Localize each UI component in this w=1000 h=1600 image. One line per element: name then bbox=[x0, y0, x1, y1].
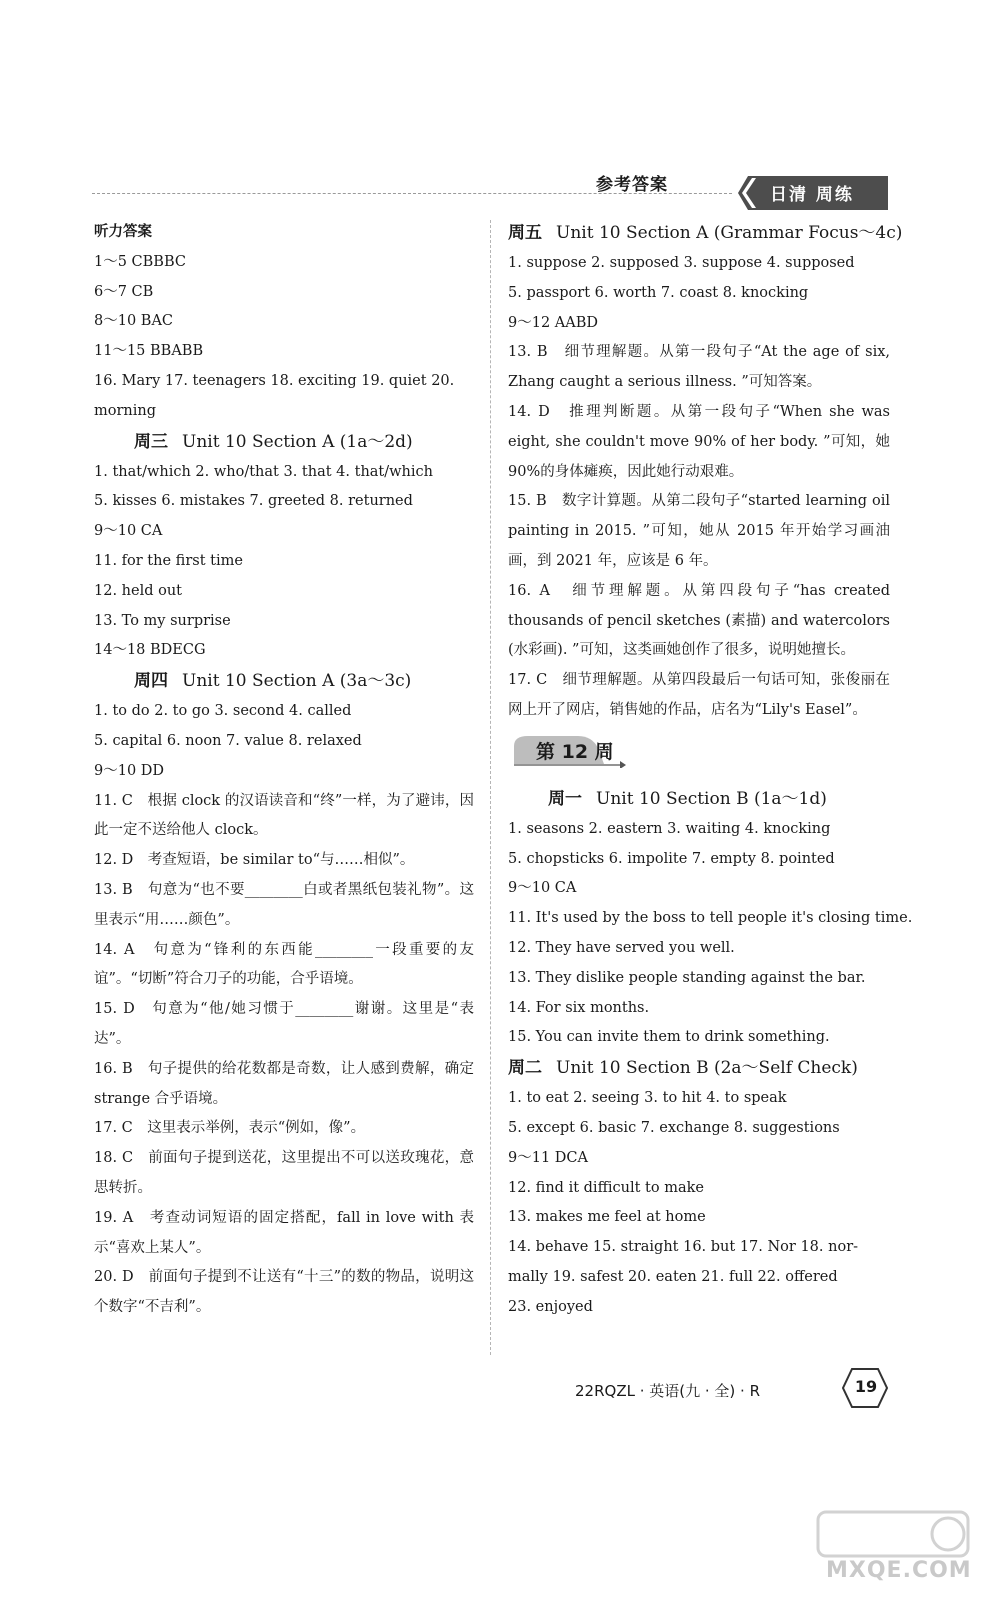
answer-line: 5. passport 6. worth 7. coast 8. knocking bbox=[508, 284, 809, 301]
week-title: 第 12 周 bbox=[536, 740, 614, 763]
footer-book-code: 22RQZL · 英语(九 · 全) · R bbox=[575, 1382, 760, 1400]
answer-line: 5. chopsticks 6. impolite 7. empty 8. pointed bbox=[508, 850, 835, 867]
answer-line: 14. behave 15. straight 16. but 17. Nor 18. nor- bbox=[508, 1239, 859, 1256]
answer-line: 11. It's used by the boss to tell people it's closing time. bbox=[508, 910, 913, 927]
answer-line: 1. that/which 2. who/that 3. that 4. that/which bbox=[94, 463, 433, 480]
week-banner bbox=[508, 730, 890, 774]
answer-line: 13. B 细节理解题。从第一段句子“At the age of six, Zhang caught a serious illness. ”可知答案。 bbox=[508, 344, 890, 391]
unit-section-title: Unit 10 Section B (2a～Self Check) bbox=[556, 1058, 858, 1079]
unit-section-title: Unit 10 Section A (1a～2d) bbox=[182, 431, 413, 452]
answer-line: 1～5 CBBBC bbox=[94, 253, 186, 270]
answer-line: 15. B 数字计算题。从第二段句子“started learning oil painting in 2015. ”可知，她从 2015 年开始学习画油画，到 2021 年，应该是 6 年。 bbox=[508, 493, 890, 569]
answer-line: 1. to do 2. to go 3. second 4. called bbox=[94, 703, 352, 720]
unit-section-title: Unit 10 Section B (1a～1d) bbox=[596, 788, 827, 809]
answer-line: 14. D 推理判断题。从第一段句子“When she was eight, she couldn't move 90% of her body. ”可知，她 90%的身体瘫痪，因此她行动艰难。 bbox=[508, 403, 890, 480]
answer-line: 16. Mary 17. teenagers 18. exciting 19. quiet 20. bbox=[94, 372, 455, 389]
page-header-title: 参考答案 bbox=[596, 175, 668, 195]
weekday-label: 周二 bbox=[508, 1058, 542, 1079]
answer-line: 13. They dislike people standing against the bar. bbox=[508, 969, 866, 986]
answer-line: 20. D 前面句子提到不让送有“十三”的数的物品，说明这个数字“不吉利”。 bbox=[94, 1269, 474, 1316]
section-heading bbox=[508, 784, 890, 815]
answer-line: 16. A 细节理解题。从第四段句子“has created thousands of pencil sketches (素描) and watercolors (水彩画). ”可知，这类画她创作了很多，说明她擅长。 bbox=[508, 582, 890, 659]
unit-section-title: Unit 10 Section A (Grammar Focus～4c) bbox=[556, 223, 903, 243]
answer-line: 13. B 句意为“也不要________白或者黑纸包装礼物”。这里表示“用……颜色”。 bbox=[94, 881, 474, 928]
answer-line: 23. enjoyed bbox=[508, 1298, 593, 1315]
answer-line: 12. held out bbox=[94, 582, 183, 599]
answer-line: 5. kisses 6. mistakes 7. greeted 8. returned bbox=[94, 493, 413, 510]
section-heading bbox=[94, 666, 474, 697]
answer-line: morning bbox=[94, 402, 157, 419]
answer-line: 19. A 考查动词短语的固定搭配，fall in love with 表示“喜欢上某人”。 bbox=[94, 1209, 474, 1256]
answer-line: 5. except 6. basic 7. exchange 8. suggestions bbox=[508, 1119, 840, 1136]
header-tag-text: 日清 周练 bbox=[770, 185, 854, 205]
answer-line: 5. capital 6. noon 7. value 8. relaxed bbox=[94, 732, 362, 749]
answer-line: 17. C 细节理解题。从第四段最后一句话可知，张俊丽在网上开了网店，销售她的作品，店名为“Lily's Easel”。 bbox=[508, 672, 890, 718]
watermark-text: MXQE.COM bbox=[826, 1558, 972, 1583]
answer-line: 12. find it difficult to make bbox=[508, 1179, 704, 1196]
answer-line: 8～10 BAC bbox=[94, 313, 174, 330]
answer-line: 1. suppose 2. supposed 3. suppose 4. supposed bbox=[508, 255, 855, 271]
answer-line: 11～15 BBABB bbox=[94, 343, 204, 360]
section-label: 听力答案 bbox=[94, 224, 152, 240]
answer-line: 18. C 前面句子提到送花，这里提出不可以送玫瑰花，意思转折。 bbox=[94, 1150, 474, 1196]
answer-line: 12. D 考查短语，be similar to“与……相似”。 bbox=[94, 852, 415, 869]
answer-line: 13. To my surprise bbox=[94, 612, 231, 629]
answer-line: 9～12 AABD bbox=[508, 314, 599, 331]
answer-line: 12. They have served you well. bbox=[508, 939, 735, 956]
weekday-label: 周一 bbox=[548, 788, 582, 809]
unit-section-title: Unit 10 Section A (3a～3c) bbox=[182, 671, 412, 692]
section-heading bbox=[94, 427, 474, 458]
answer-line: 1. to eat 2. seeing 3. to hit 4. to speak bbox=[508, 1090, 787, 1107]
weekday-label: 周三 bbox=[134, 431, 168, 452]
answer-line: 13. makes me feel at home bbox=[508, 1209, 706, 1226]
left-column bbox=[94, 218, 474, 1323]
answer-line: 14～18 BDECG bbox=[94, 642, 206, 659]
section-heading bbox=[508, 218, 903, 249]
column-divider bbox=[490, 220, 491, 1355]
answer-line: 11. for the first time bbox=[94, 552, 243, 569]
answer-line: 9～10 CA bbox=[94, 523, 163, 540]
weekday-label: 周四 bbox=[134, 671, 168, 692]
answer-line: 14. For six months. bbox=[508, 999, 650, 1016]
answer-line: mally 19. safest 20. eaten 21. full 22. offered bbox=[508, 1268, 838, 1285]
answer-line: 9～11 DCA bbox=[508, 1149, 588, 1166]
header-divider bbox=[92, 193, 732, 194]
answer-line: 15. You can invite them to drink something. bbox=[508, 1029, 830, 1046]
answer-line: 9～10 CA bbox=[508, 880, 577, 897]
answer-line: 1. seasons 2. eastern 3. waiting 4. knocking bbox=[508, 820, 831, 837]
answer-line: 15. D 句意为“他/她习惯于________谢谢。这里是“表达”。 bbox=[94, 1001, 474, 1047]
answer-line: 6～7 CB bbox=[94, 283, 154, 300]
answer-line: 16. B 句子提供的给花数都是奇数，让人感到费解，确定 strange 合乎语境。 bbox=[94, 1060, 474, 1107]
right-column bbox=[508, 218, 913, 1323]
answer-line: 14. A 句意为“锋利的东西能________一段重要的友谊”。“切断”符合刀子的功能，合乎语境。 bbox=[94, 941, 474, 988]
answer-line: 9～10 DD bbox=[94, 762, 165, 779]
page-number: 19 bbox=[854, 1377, 878, 1396]
answer-line: 11. C 根据 clock 的汉语读音和“终”一样，为了避讳，因此一定不送给他人 clock。 bbox=[94, 792, 474, 839]
answer-line: 17. C 这里表示举例，表示“例如，像”。 bbox=[94, 1120, 366, 1137]
section-heading bbox=[508, 1053, 890, 1084]
weekday-label: 周五 bbox=[508, 223, 542, 243]
